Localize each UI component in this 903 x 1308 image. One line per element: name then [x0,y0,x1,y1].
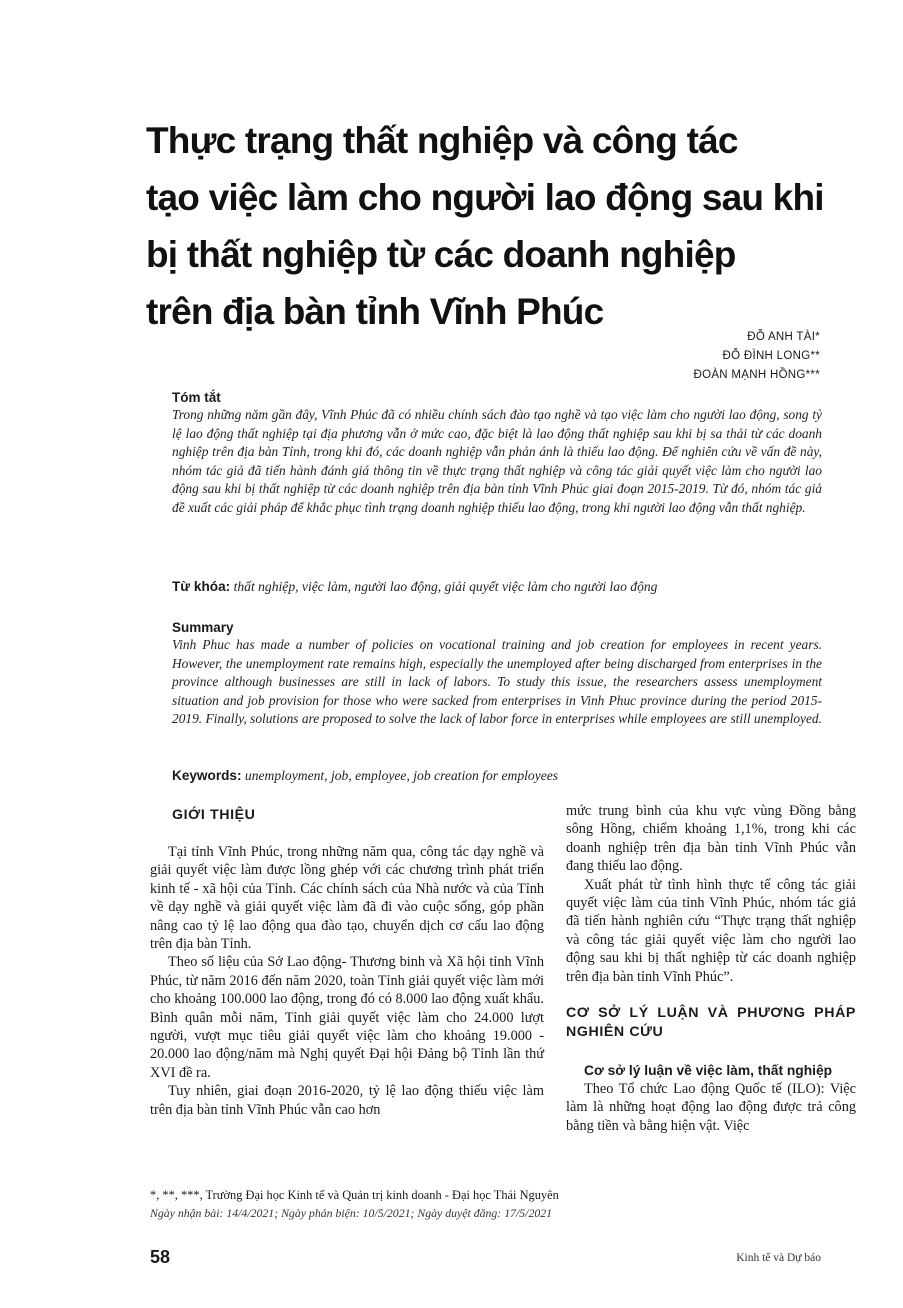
article-title [146,112,866,340]
author-name: ĐOÀN MẠNH HỒNG*** [693,369,820,381]
section-heading-introduction: GIỚI THIỆU [172,807,256,823]
body-paragraph: Tại tỉnh Vĩnh Phúc, trong những năm qua, công tác dạy nghề và giải quyết việc làm được lồng ghép với các chương trình phát triển kinh tế - xã hội của Tỉnh. Các chính sách của Nhà nước và của Tỉnh về dạy nghề và giải quyết việc làm đã đi vào cuộc sống, góp phần nâng cao tỷ lệ lao động qua đào tạo, chuyển dịch cơ cấu lao động trên địa bàn Tỉnh. [150,844,544,953]
body-paragraph: Theo Tổ chức Lao động Quốc tế (ILO): Việc làm là những hoạt động lao động được trả công bằng tiền và bằng hiện vật. Việc [566,1081,856,1134]
keywords-vietnamese [172,578,822,596]
title-line: Thực trạng thất nghiệp và công tác [146,120,738,161]
subsection-heading: Cơ sở lý luận về việc làm, thất nghiệp [584,1063,833,1079]
title-line: bị thất nghiệp từ các doanh nghiệp [146,234,736,275]
footnote [150,1187,850,1222]
abstract-english [172,619,822,729]
author-name: ĐỖ ĐÌNH LONG** [722,350,820,362]
summary-heading: Summary [172,620,234,635]
title-line: trên địa bàn tỉnh Vĩnh Phúc [146,291,604,332]
section-heading-theory: CƠ SỞ LÝ LUẬN VÀ PHƯƠNG PHÁP NGHIÊN CỨU [566,1005,856,1041]
footnote-affiliation: *, **, ***, Trường Đại học Kinh tế và Quản trị kinh doanh - Đại học Thái Nguyên [150,1188,559,1202]
footnote-dates: Ngày nhận bài: 14/4/2021; Ngày phản biện: 10/5/2021; Ngày duyệt đăng: 17/5/2021 [150,1205,553,1220]
keywords-label: Từ khóa: [172,579,231,594]
left-column [150,806,544,1119]
abstract-heading: Tóm tắt [172,390,221,405]
right-column [566,802,856,1135]
keywords-text: thất nghiệp, việc làm, người lao động, giải quyết việc làm cho người lao động [233,579,658,594]
title-line: tạo việc làm cho người lao động sau khi [146,177,824,218]
keywords-label: Keywords: [172,768,242,783]
keywords-english [172,767,822,785]
abstract-text: Trong những năm gần đây, Vĩnh Phúc đã có nhiều chính sách đào tạo nghề và tạo việc làm cho người lao động, song tỷ lệ lao động thất nghiệp tại địa phương vẫn ở mức cao, đặc biệt là lao động thất nghiệp sau khi bị sa thải từ các doanh nghiệp trên địa bàn Tỉnh, trong khi đó, các doanh nghiệp vẫn phản ánh là thiếu lao động. Để nghiên cứu về vấn đề này, nhóm tác giả đã tiến hành đánh giá thông tin về thực trạng thất nghiệp và công tác giải quyết việc làm cho người lao động sau khi bị thất nghiệp từ các doanh nghiệp trên địa bàn tỉnh Vĩnh Phúc giai đoạn 2015-2019. Từ đó, nhóm tác giả đề xuất các giải pháp để khắc phục tình trạng doanh nghiệp thiếu lao động, trong khi người lao động vẫn thất nghiệp. [172,407,822,515]
keywords-text: unemployment, job, employee, job creation for employees [244,768,559,783]
body-paragraph: Theo số liệu của Sở Lao động- Thương binh và Xã hội tỉnh Vĩnh Phúc, từ năm 2016 đến năm 2020, toàn Tỉnh giải quyết việc làm mới cho khoảng 100.000 lao động, trong đó có 8.000 lao động xuất khẩu. Bình quân mỗi năm, Tỉnh giải quyết việc làm cho 24.000 lượt người, vượt mục tiêu giải quyết việc làm cho khoảng 19.000 - 20.000 lao động/năm mà Nghị quyết Đại hội Đảng bộ Tỉnh lần thứ XVI đề ra. [150,954,544,1081]
author-list [693,328,820,385]
abstract-vietnamese [172,389,822,518]
body-paragraph: Tuy nhiên, giai đoạn 2016-2020, tỷ lệ lao động thiếu việc làm trên địa bàn tỉnh Vĩnh Phúc vẫn cao hơn [150,1083,544,1118]
body-paragraph: mức trung bình của khu vực vùng Đồng bằng sông Hồng, chiếm khoảng 1,1%, trong khi các doanh nghiệp trên địa bàn tỉnh Vĩnh Phúc vẫn đang thiếu lao động. [566,803,856,875]
author-name: ĐỖ ANH TÀI* [747,331,820,343]
page-number: 58 [150,1247,171,1267]
summary-text: Vinh Phuc has made a number of policies on vocational training and job creation for employees in recent years. However, the unemployment rate remains high, especially the unemployed after being discharged from enterprises in the province although businesses are still in lack of labors. To study this issue, the researchers assess unemployment situation and job provision for those who were sacked from enterprises in Vinh Phuc province during the period 2015-2019. Finally, solutions are proposed to solve the lack of labor force in enterprises while employees are still unemployed. [172,637,822,727]
journal-name: Kinh tế và Dự báo [736,1252,821,1264]
body-paragraph: Xuất phát từ tình hình thực tế công tác giải quyết việc làm của tỉnh Vĩnh Phúc, nhóm tác giả đã tiến hành nghiên cứu “Thực trạng thất nghiệp và công tác giải quyết việc làm cho người lao động sau khi bị thất nghiệp từ các doanh nghiệp trên địa bàn tỉnh Vĩnh Phúc”. [566,876,856,985]
